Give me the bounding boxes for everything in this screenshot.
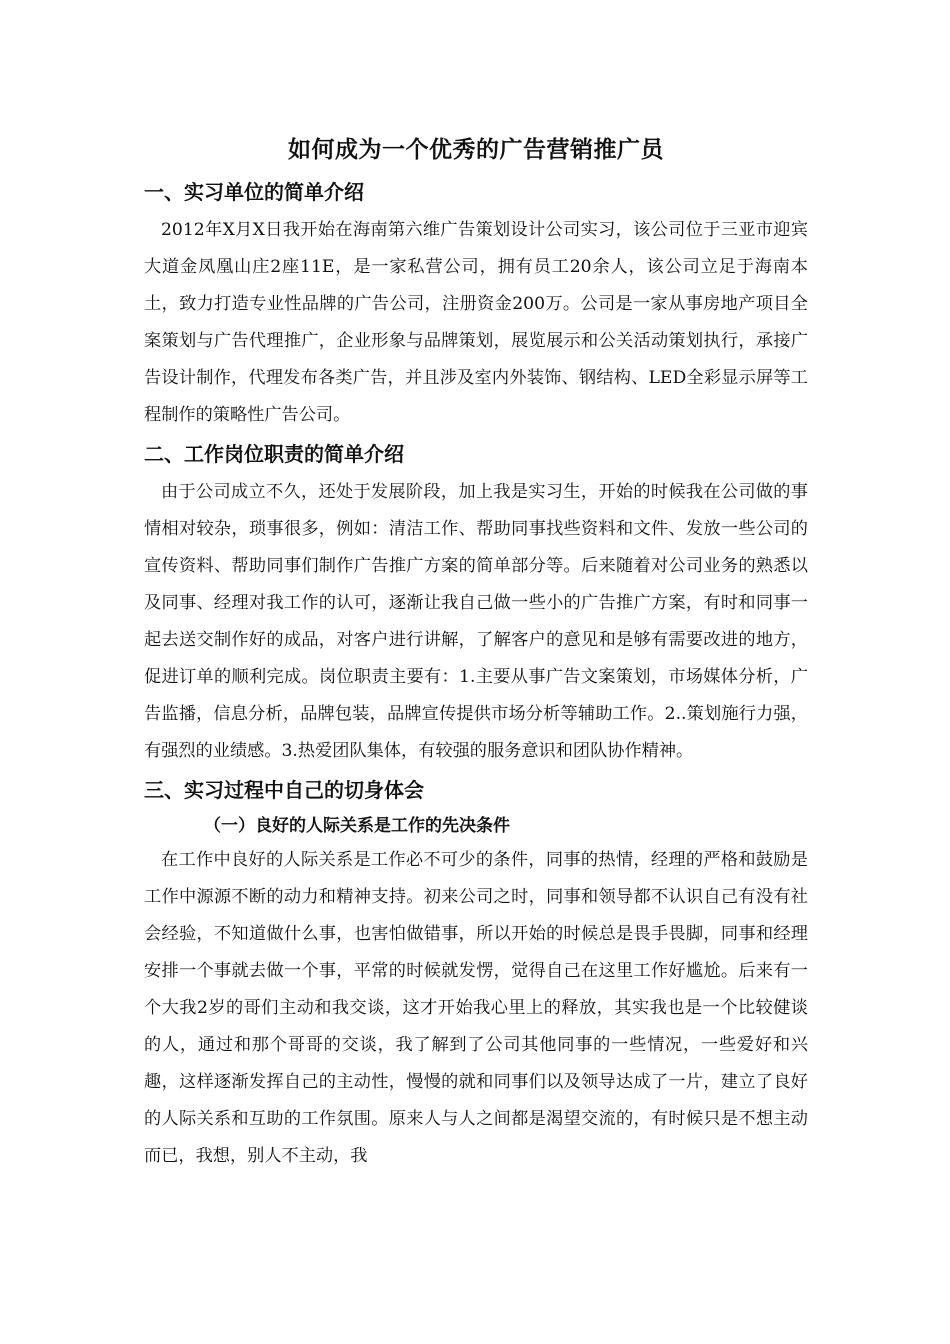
- section-heading-1: 一、实习单位的简单介绍: [144, 180, 364, 204]
- section-heading-2: 二、工作岗位职责的简单介绍: [144, 442, 404, 466]
- section-2-paragraph: 由于公司成立不久，还处于发展阶段，加上我是实习生，开始的时候我在公司做的事情相对较杂，琐事很多，例如：清洁工作、帮助同事找些资料和文件、发放一些公司的宣传资料、帮助同事们制作广告推广方案的简单部分等。后来随着对公司业务的熟悉以及同事、经理对我工作的认可，逐渐让我自己做一些小的广告推广方案，有时和同事一起去送交制作好的成品，对客户进行讲解，了解客户的意见和是够有需要改进的地方，促进订单的顺利完成。岗位职责主要有：1.主要从事广告文案策划，市场媒体分析，广告监播，信息分析，品牌包装，品牌宣传提供市场分析等辅助工作。2..策划施行力强，有强烈的业绩感。3.热爱团队集体，有较强的服务意识和团队协作精神。: [144, 482, 808, 761]
- section-1-paragraph: 2012年X月X日我开始在海南第六维广告策划设计公司实习，该公司位于三亚市迎宾大道金凤凰山庄2座11E，是一家私营公司，拥有员工20余人，该公司立足于海南本土，致力打造专业性品牌的广告公司，注册资金200万。公司是一家从事房地产项目全案策划与广告代理推广，企业形象与品牌策划，展览展示和公关活动策划执行，承接广告设计制作，代理发布各类广告，并且涉及室内外装饰、钢结构、LED全彩显示屏等工程制作的策略性广告公司。: [144, 220, 808, 425]
- section-heading-3: 三、实习过程中自己的切身体会: [144, 778, 424, 802]
- document-title: 如何成为一个优秀的广告营销推广员: [288, 137, 664, 163]
- section-3-subheading: （一）良好的人际关系是工作的先决条件: [204, 816, 510, 836]
- document-body: [144, 128, 808, 1175]
- section-3-paragraph: 在工作中良好的人际关系是工作必不可少的条件，同事的热情，经理的严格和鼓励是工作中源源不断的动力和精神支持。初来公司之时，同事和领导都不认识自己有没有社会经验，不知道做什么事，也害怕做错事，所以开始的时候总是畏手畏脚，同事和经理安排一个事就去做一个事，平常的时候就发愣，觉得自己在这里工作好尴尬。后来有一个大我2岁的哥们主动和我交谈，这才开始我心里上的释放，其实我也是一个比较健谈的人，通过和那个哥哥的交谈，我了解到了公司其他同事的一些情况，一些爱好和兴趣，这样逐渐发挥自己的主动性，慢慢的就和同事们以及领导达成了一片，建立了良好的人际关系和互助的工作氛围。原来人与人之间都是渴望交流的，有时候只是不想主动而已，我想，别人不主动，我: [144, 850, 808, 1166]
